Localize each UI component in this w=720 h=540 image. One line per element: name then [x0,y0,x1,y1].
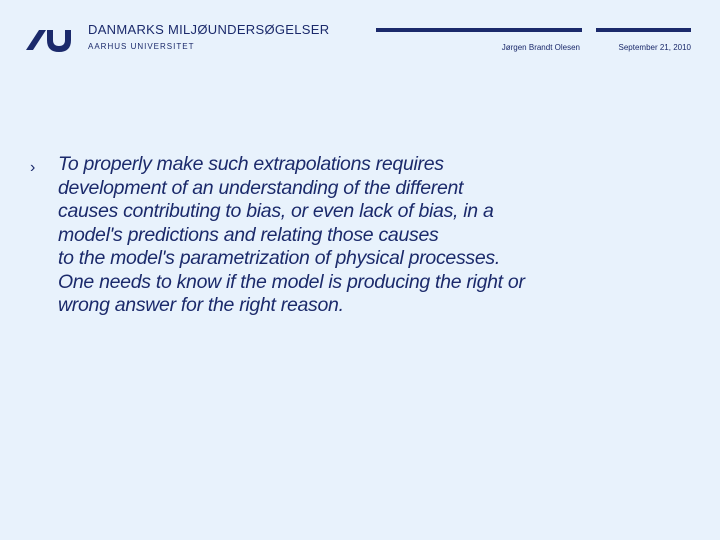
bullet-text-line: wrong answer for the right reason. [58,294,344,316]
bullet-text-line: To properly make such extrapolations requires [58,153,444,175]
bullet-text-line: One needs to know if the model is producing the right or [58,270,525,293]
bullet-chevron-icon: › [30,159,36,176]
bullet-item [30,153,690,318]
au-logo-icon [26,26,76,52]
bullet-text-line: development of an understanding of the different [58,176,464,199]
slide-content [30,153,690,318]
bullet-text-line: model's predictions and relating those causes [58,223,439,246]
slide-header [0,0,720,70]
bullet-text-line: to the model's parametrization of physical processes. [58,247,500,269]
author-name: Jørgen Brandt Olesen [501,43,580,52]
slide-date: September 21, 2010 [618,43,691,52]
org-name: DANMARKS MILJØUNDERSØGELSER [88,22,330,37]
bullet-text-line: causes contributing to bias, or even lack of bias, in a [58,200,494,222]
bullet-text [58,153,525,318]
header-rule-author [376,28,582,32]
org-subtitle: AARHUS UNIVERSITET [88,42,195,51]
header-rule-date [596,28,691,32]
